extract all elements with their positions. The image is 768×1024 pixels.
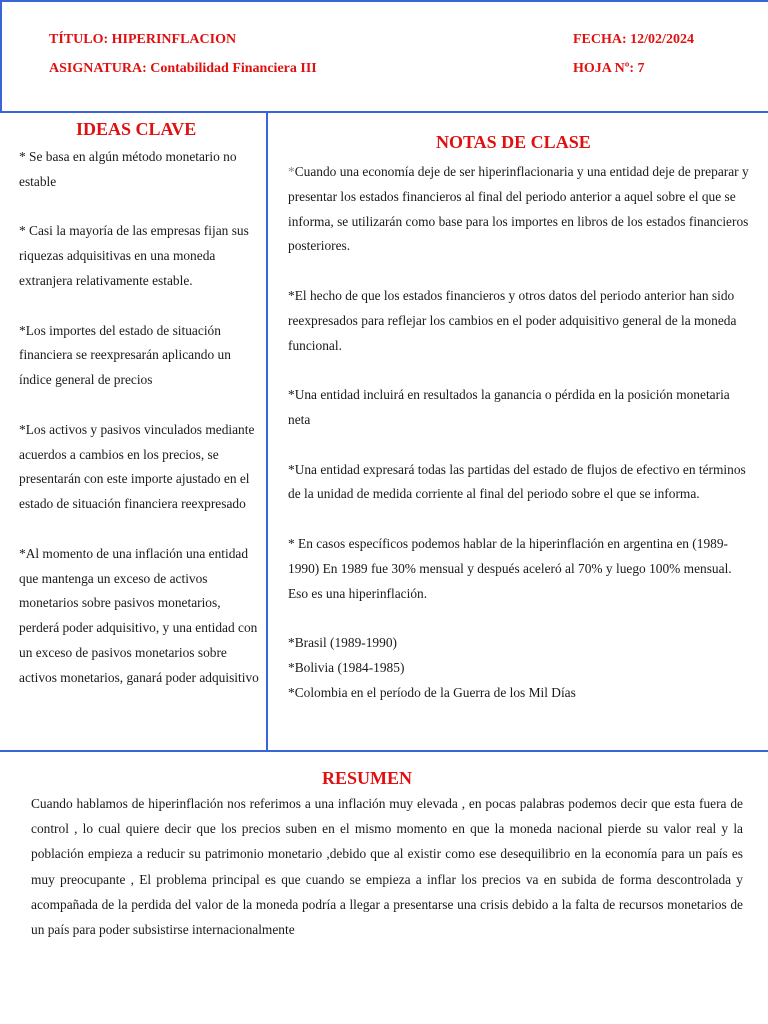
country-item: *Bolivia (1984-1985) [288,659,405,675]
ideas-clave-item: *Al momento de una inflación una entidad que mantenga un exceso de activos monetarios sobre pasivos monetarios, perderá poder adquisitivo, y una entidad con un exceso de pasivos monetarios sobre activos monetarios, ganará poder adquisitivo [19,545,259,685]
notas-clase-title: NOTAS DE CLASE [436,132,591,152]
header-asignatura: ASIGNATURA: Contabilidad Financiera III [49,61,317,76]
notas-clase-item [288,160,750,259]
header-titulo: TÍTULO: HIPERINFLACION [49,32,237,47]
header-border-top [0,0,768,2]
notas-clase-list [288,160,750,706]
ideas-clave-list [19,145,259,715]
notas-clase-star: * [288,164,295,179]
resumen-text: Cuando hablamos de hiperinflación nos referimos a una inflación muy elevada , en pocas palabras podemos decir que esta fuera de control , lo cual quiere decir que los precios suben en el mismo momento en que la moneda nacional pierde su valor real y la población empieza a reducir su patrimonio monetario ,debido que al existir como ese desequilibrio en la economía para un país es muy preocupante , El problema principal es que cuando se empieza a inflar los precios va en subida de forma descontrolada y acompañada de la perdida del valor de la moneda podría a llegar a presentarse una crisis debido a la falta de recursos monetarios de un país para poder subsistirse internacionalmente [31,796,743,938]
column-divider [266,111,268,751]
ideas-clave-item: * Casi la mayoría de las empresas fijan sus riquezas adquisitivas en una moneda extranjera relativamente estable. [19,223,249,288]
header-hoja: HOJA Nº: 7 [573,61,645,76]
resumen-title: RESUMEN [322,768,413,788]
notas-clase-item-text: Cuando una economía deje de ser hiperinflacionaria y una entidad deje de preparar y presentar los estados financieros al final del periodo anterior a aquel sobre el que se informa, se utilizarán como base para los importes en libros de los estados financieros posteriores. [288,164,749,254]
header-border-bottom [0,111,768,113]
body-border-bottom [0,750,768,752]
notas-clase-item: *Una entidad incluirá en resultados la ganancia o pérdida en la posición monetaria neta [288,387,730,427]
notas-clase-item: *El hecho de que los estados financieros y otros datos del periodo anterior han sido reexpresados para reflejar los cambios en el poder adquisitivo general de la moneda funcional. [288,287,737,353]
header-border-left [0,0,2,112]
notas-clase-item: *Una entidad expresará todas las partidas del estado de flujos de efectivo en términos de la unidad de medida corriente al final del periodo sobre el que se informa. [288,461,746,502]
ideas-clave-item: * Se basa en algún método monetario no estable [19,149,237,189]
ideas-clave-item: *Los activos y pasivos vinculados mediante acuerdos a cambios en los precios, se presentarán con este importe ajustado en el estado de situación financiera reexpresado [19,421,255,512]
header-fecha: FECHA: 12/02/2024 [573,32,694,47]
country-item: *Colombia en el período de la Guerra de los Mil Días [288,684,576,700]
ideas-clave-item: *Los importes del estado de situación financiera se reexpresarán aplicando un índice general de precios [19,322,231,388]
ideas-clave-title: IDEAS CLAVE [76,119,197,139]
country-item: *Brasil (1989-1990) [288,635,397,651]
notas-clase-item: * En casos específicos podemos hablar de la hiperinflación en argentina en (1989-1990) En 1989 fue 30% mensual y después aceleró al 70% y luego 100% mensual. Eso es una hiperinflación. [288,535,732,601]
